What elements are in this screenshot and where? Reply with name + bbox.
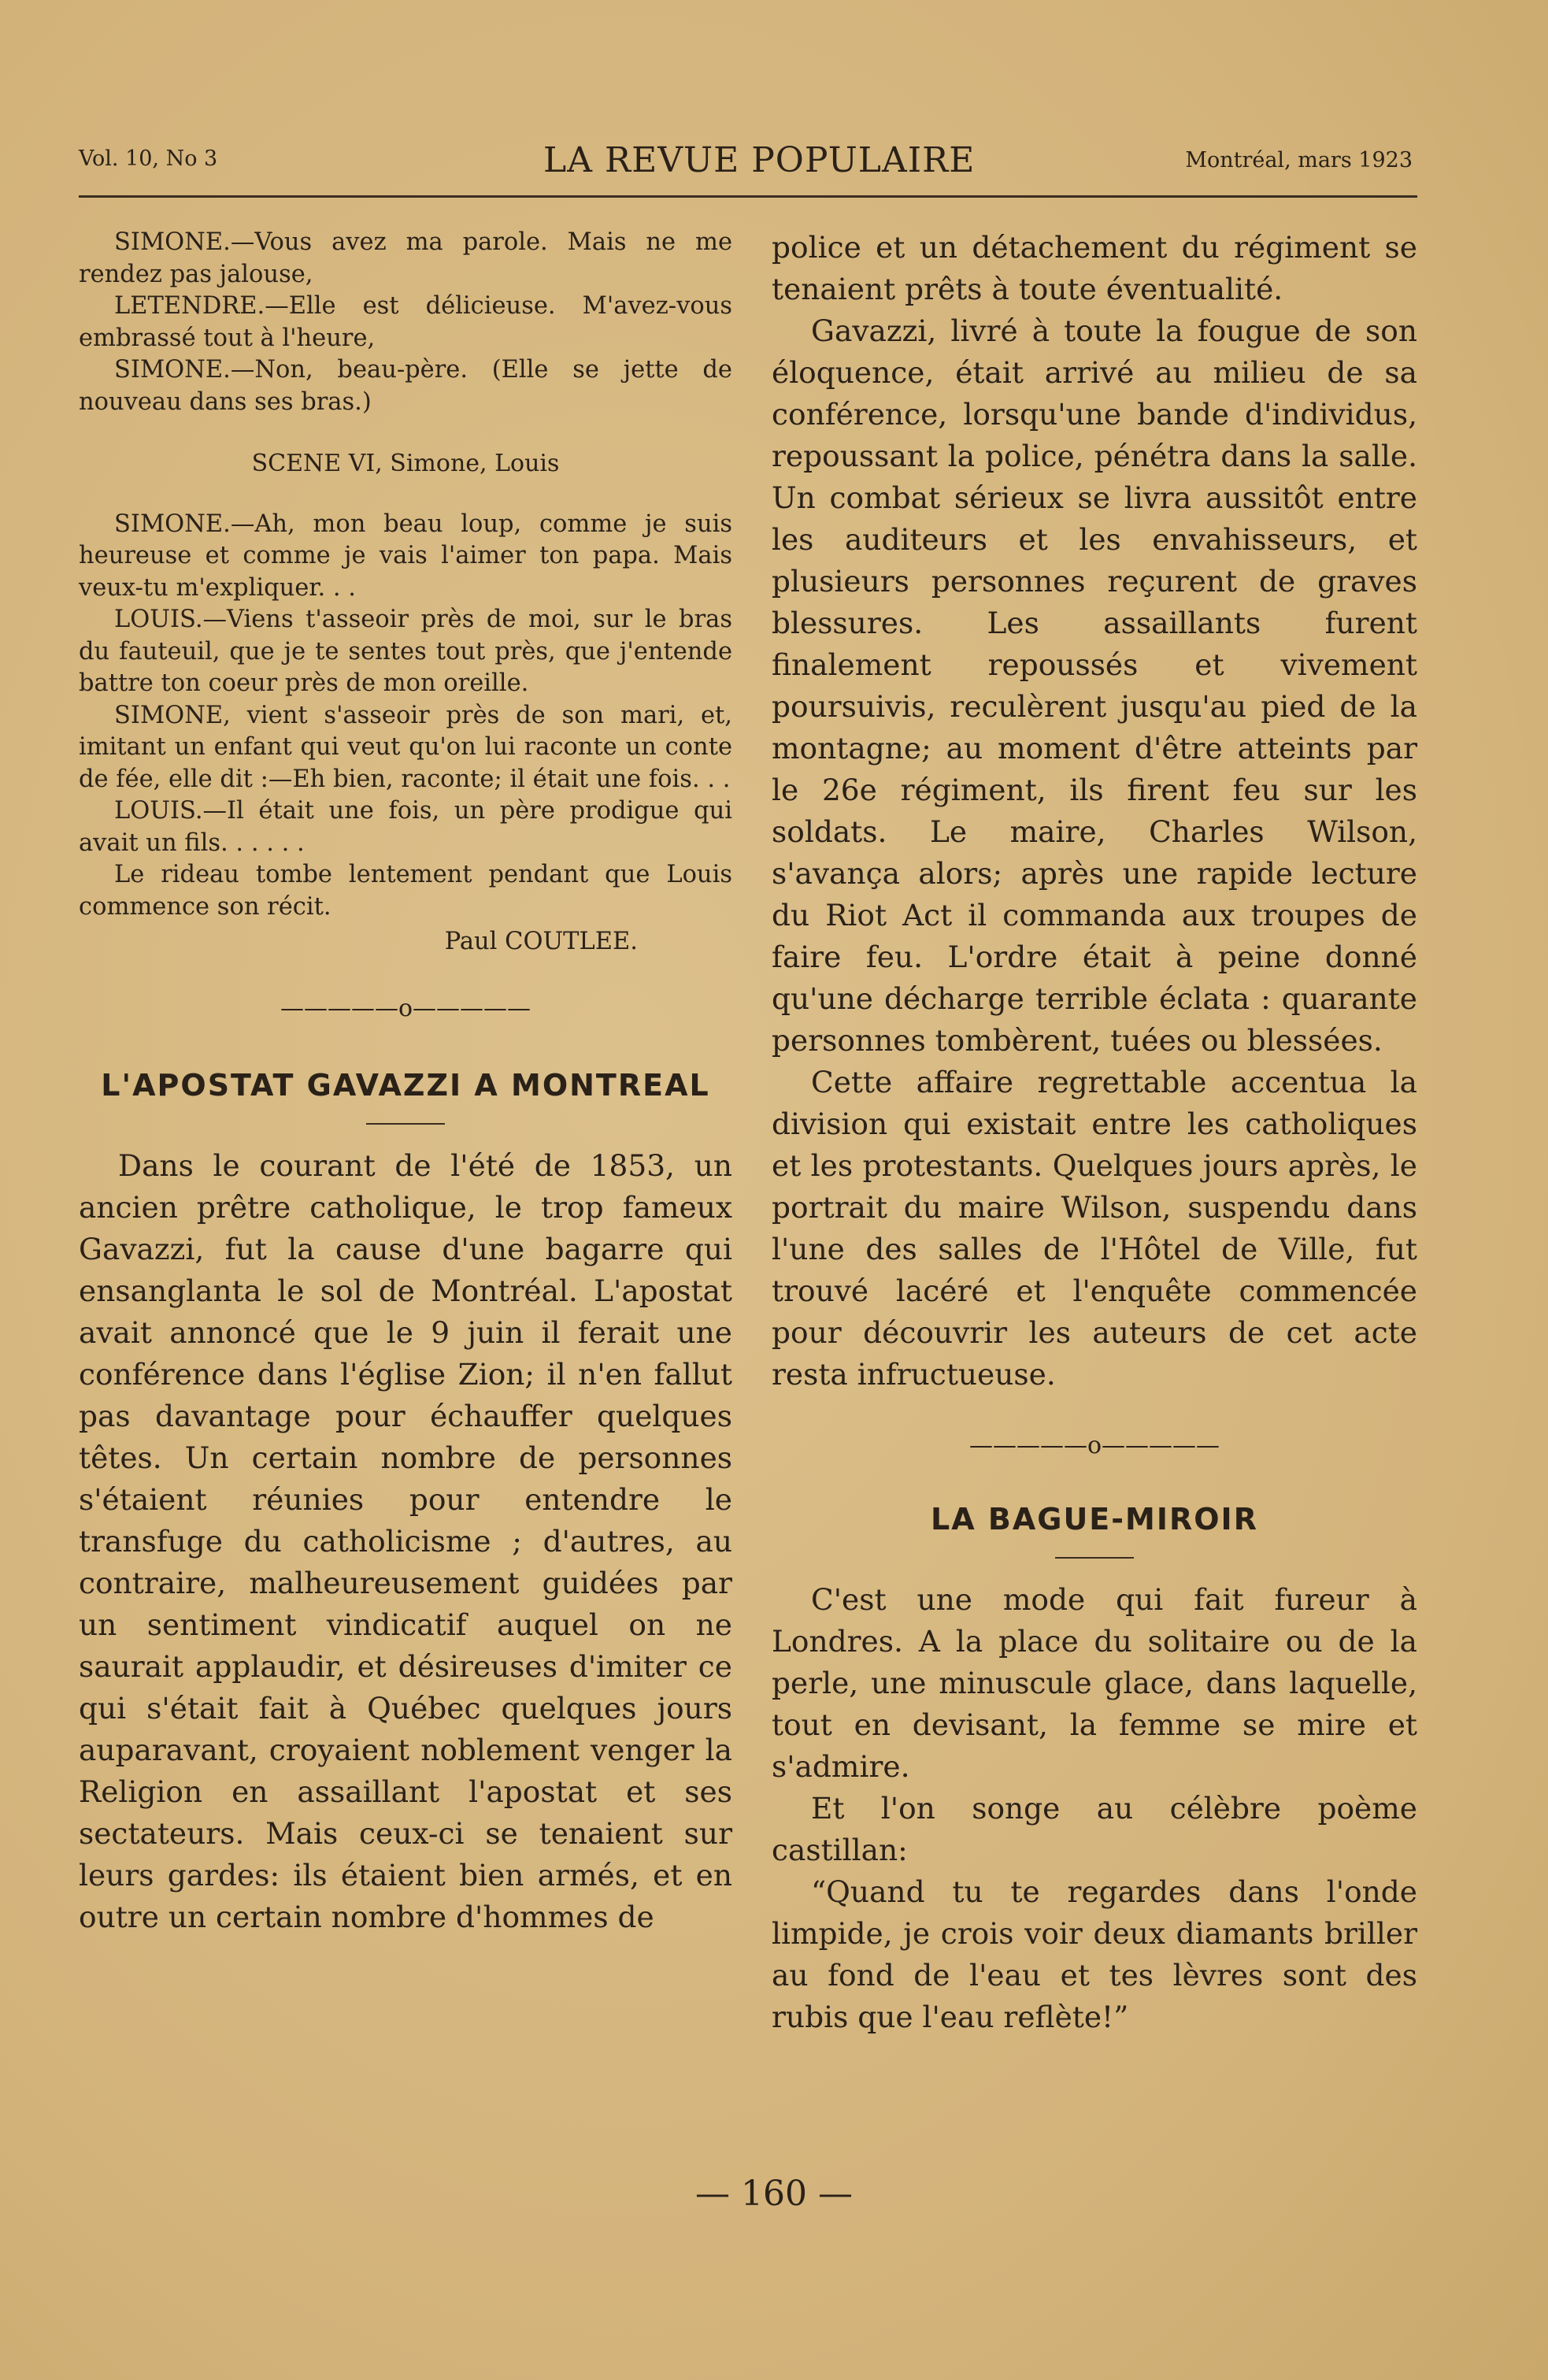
play-line: SIMONE.—Ah, mon beau loup, comme je suis heureuse et comme je vais l'aimer ton papa. Mais veux-tu m'expliquer. . . bbox=[79, 510, 732, 602]
page-number: — 160 — bbox=[695, 2174, 853, 2214]
article-paragraph: C'est une mode qui fait fureur à Londres. A la place du solitaire ou de la perle, une minuscule glace, dans laquelle, tout en devisant, la femme se mire et s'admire. bbox=[772, 1582, 1417, 1784]
play-line: SIMONE.—Vous avez ma parole. Mais ne me rendez pas jalouse, bbox=[79, 228, 732, 288]
left-column bbox=[79, 227, 732, 1938]
play-line: LOUIS.—Viens t'asseoir près de moi, sur le bras du fauteuil, que je te sentes tout près, que j'entende battre ton coeur près de mon oreille. bbox=[79, 606, 732, 697]
date-line: Montréal, mars 1923 bbox=[1185, 148, 1413, 172]
right-column bbox=[772, 227, 1417, 2038]
play-line: LOUIS.—Il était une fois, un père prodigue qui avait un fils. . . . . . bbox=[79, 797, 732, 857]
article-body bbox=[79, 1145, 732, 1938]
title-rule bbox=[366, 1123, 445, 1125]
issue-info: Vol. 10, No 3 bbox=[79, 146, 218, 171]
article-title: LA BAGUE-MIROIR bbox=[931, 1502, 1258, 1537]
section-separator: —————o————— bbox=[968, 1432, 1220, 1459]
article-title: L'APOSTAT GAVAZZI A MONTREAL bbox=[101, 1067, 710, 1103]
play-line: LETENDRE.—Elle est délicieuse. M'avez-vous embrassé tout à l'heure, bbox=[79, 292, 732, 352]
page-header bbox=[79, 140, 1417, 187]
scene-heading: SCENE VI, Simone, Louis bbox=[251, 450, 560, 477]
title-rule bbox=[1055, 1557, 1134, 1559]
article-paragraph: police et un détachement du régiment se tenaient prêts à toute éventualité. bbox=[772, 230, 1417, 306]
article-body-continued bbox=[772, 227, 1417, 1396]
article-paragraph: Dans le courant de l'été de 1853, un ancien prêtre catholique, le trop fameux Gavazzi, fut la cause d'une bagarre qui ensanglanta le sol de Montréal. L'apostat avait annoncé que le 9 juin il ferait une conférence dans l'église Zion; il n'en fallut pas davantage pour échauffer quelques têtes. Un certain nombre de personnes s'étaient réunies pour entendre le transfuge du catholicisme ; d'autres, au contraire, malheureusement guidées par un sentiment vindicatif auquel on ne saurait applaudir, et désireuses d'imiter ce qui s'était fait à Québec quelques jours auparavant, croyaient noblement venger la Religion en assaillant l'apostat et ses sectateurs. Mais ceux-ci se tenaient sur leurs gardes: ils étaient bien armés, et en outre un certain nombre d'hommes de bbox=[79, 1147, 732, 1934]
article-paragraph: Cette affaire regrettable accentua la division qui existait entre les catholiques et les protestants. Quelques jours après, le portrait du maire Wilson, suspendu dans l'une des salles de l'Hôtel de Ville, fut trouvé lacéré et l'enquête commencée pour découvrir les auteurs de cet acte resta infructueuse. bbox=[772, 1065, 1417, 1392]
author-signature: Paul COUTLEE. bbox=[444, 928, 638, 955]
section-separator: —————o————— bbox=[280, 994, 531, 1022]
article-paragraph: Et l'on songe au célèbre poème castillan: bbox=[772, 1791, 1417, 1867]
stage-direction: Le rideau tombe lentement pendant que Louis commence son récit. bbox=[79, 861, 732, 921]
play-excerpt bbox=[79, 227, 732, 958]
header-rule bbox=[79, 195, 1417, 198]
article-paragraph: Gavazzi, livré à toute la fougue de son éloquence, était arrivé au milieu de sa conférence, lorsqu'une bande d'individus, repoussant la police, pénétra dans la salle. Un combat sérieux se livra aussitôt entre les auditeurs et les envahisseurs, et plusieurs personnes reçurent de graves blessures. Les assaillants furent finalement repoussés et vivement poursuivis, reculèrent jusqu'au pied de la montagne; au moment d'être atteints par le 26e régiment, ils firent feu sur les soldats. Le maire, Charles Wilson, s'avança alors; après une rapide lecture du Riot Act il commanda aux troupes de faire feu. L'ordre était à peine donné qu'une décharge terrible éclata : quarante personnes tombèrent, tuées ou blessées. bbox=[772, 313, 1417, 1058]
play-line: SIMONE.—Non, beau-père. (Elle se jette de nouveau dans ses bras.) bbox=[79, 356, 732, 416]
play-line: SIMONE, vient s'asseoir près de son mari, et, imitant un enfant qui veut qu'on lui raconte un conte de fée, elle dit :—Eh bien, raconte; il était une fois. . . bbox=[79, 701, 732, 793]
publication-title: LA REVUE POPULAIRE bbox=[543, 140, 976, 180]
article-paragraph: “Quand tu te regardes dans l'onde limpide, je crois voir deux diamants briller au fond de l'eau et tes lèvres sont des rubis que l'eau reflète!” bbox=[772, 1874, 1417, 2034]
article-body bbox=[772, 1579, 1417, 2038]
